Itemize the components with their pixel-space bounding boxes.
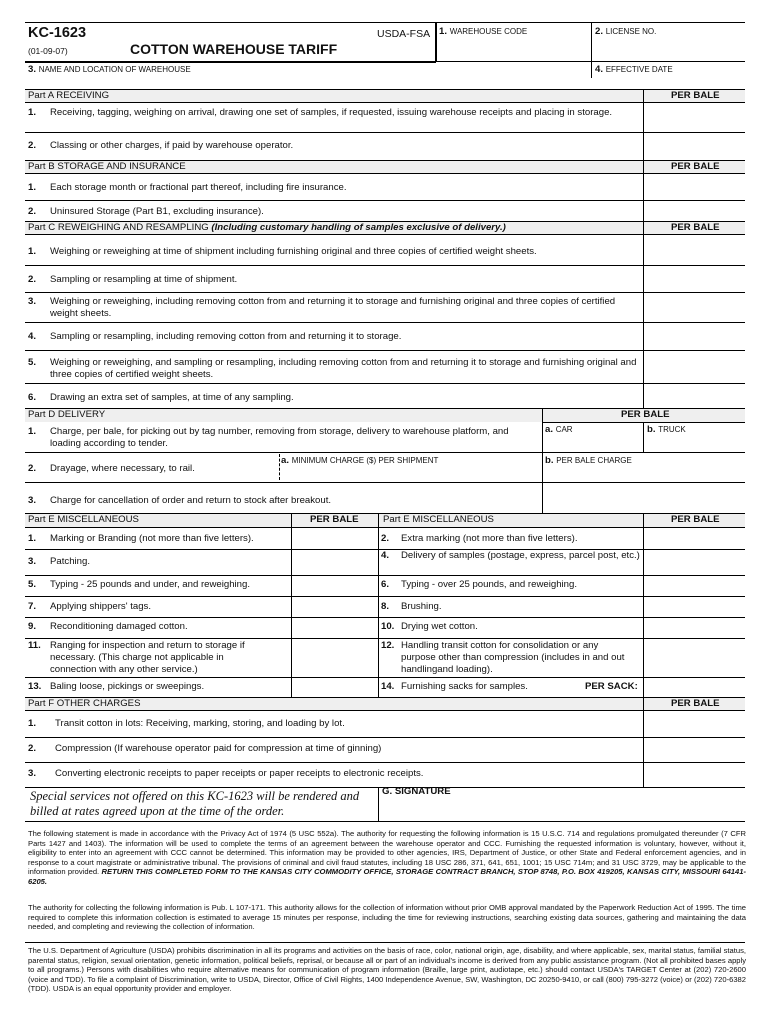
paperwork-reduction-statement: The authority for collecting the following information is Pub. L 107-171. This authority allows for the collection of information without prior OMB approval mandated by the Paperwork Reduction Act of 1995. The time required to complete this information collection is estimated to average 15 minutes per response, including the time for reviewing instructions, searching existing data sources, gathering and maintaining the data needed, and completing and reviewing the collection of information. [28,903,746,931]
warehouse-code-label: WAREHOUSE CODE [449,27,528,36]
part-e-5-rate-input[interactable] [295,577,375,593]
part-e-item-2: Extra marking (not more than five letters). [401,533,578,544]
part-c-1-rate-input[interactable] [647,240,743,262]
per-sack-label: PER SACK: [585,681,638,692]
part-d-per-bale-charge-input[interactable] [555,467,741,481]
signature-label: SIGNATURE [394,786,451,797]
part-a-header [25,89,745,103]
part-a-title: Part A RECEIVING [28,90,110,101]
part-c-item-3: Weighing or reweighing, including removing cotton from and returning it to storage and furnishing original and three copies of certified weight sheets. [50,296,616,319]
part-e-item-10: Drying wet cotton. [401,621,478,632]
special-services-note: Special services not offered on this KC-1623 will be rendered and billed at rates agreed upon at the time of the order. [30,789,360,818]
part-e-item-7: Applying shippers' tags. [50,601,152,612]
part-e-item-6: Typing - over 25 pounds, and reweighing. [401,579,577,590]
truck-label: TRUCK [658,425,686,434]
part-c-5-rate-input[interactable] [647,355,743,379]
part-e-title-right: Part E MISCELLANEOUS [383,514,494,525]
part-e-item-5: Typing - 25 pounds and under, and reweighing. [50,579,251,590]
part-b-item-1: Each storage month or fractional part thereof, including fire insurance. [50,182,347,193]
part-b-title: Part B STORAGE AND INSURANCE [28,161,186,172]
part-e-11-rate-input[interactable] [295,642,375,672]
part-e-10-rate-input[interactable] [647,620,743,636]
minimum-charge-label: MINIMUM CHARGE ($) PER SHIPMENT [291,456,439,465]
part-c-item-1: Weighing or reweighing at time of shipment including furnishing original and three copies of certified weight sheets. [50,246,537,257]
part-d-car-input[interactable] [555,436,639,450]
part-d-item-1: Charge, per bale, for picking out by tag number, removing from storage, delivery to warehouse platform, and loading according to tender. [50,426,509,449]
part-b-2-rate-input[interactable] [647,203,743,219]
part-d-truck-input[interactable] [657,436,741,450]
part-e-title-left: Part E MISCELLANEOUS [28,514,139,525]
part-f-item-3: Converting electronic receipts to paper receipts or paper receipts to electronic receipts. [55,768,424,779]
license-no-label: LICENSE NO. [605,27,657,36]
per-bale-charge-label: PER BALE CHARGE [556,456,632,465]
part-e-9-rate-input[interactable] [295,620,375,636]
privacy-act-statement: The following statement is made in accordance with the Privacy Act of 1974 (5 USC 552a). The authority for requesting the following information is 15 U.S.C. 714 and regulations promulgated thereunder (7 CFR Parts 1427 and 1403). The information will be used to complete the terms of an agreement between the warehouse operator and CCC. Furnishing the requested information is voluntary, however, without it, eligibility to enter into an agreement with CCC cannot be determined. This information may be provided to other agencies, IRS, Department of Justice, or other State and Federal enforcement agencies, and in response to a court magistrate or administrative tribunal. The provisions of criminal and civil fraud statutes, including 18 USC 286, 371, 641, 651, 1001; 15 USC 714m; and 31 USC 3729, may be applicable to the information provided. RETURN THIS COMPLETED FORM TO THE KANSAS CITY COMMODITY OFFICE, STORAGE CONTRACT BRANCH, STOP 8748, P.O. BOX 419205, KANSAS CITY, MISSOURI 64141-6205. [28,829,746,886]
part-d-title: Part D DELIVERY [28,409,106,420]
part-e-item-14: Furnishing sacks for samples. [401,681,528,692]
part-e-6-rate-input[interactable] [647,577,743,593]
cotton-warehouse-tariff-form: KC-1623 (01-09-07) USDA-FSA COTTON WAREHOUSE TARIFF 1. WAREHOUSE CODE 2. LICENSE NO. 3. NAME AND LOCATION OF WAREHOUSE 4. EFFECTIVE DATE Part A RECEIVING PER BALE 1. Receiving, tagging, weighing on arrival, drawing one set of samples, if requested, issuing warehouse receipts and placing in storage. 2. Classing or other charges, if paid by warehouse operator. Part B STORAGE AND INSURANCE PER BALE 1. Each storage month or fractional part thereof, including fire insurance. 2. Uninsured Storage (Part B1, excluding insurance). Part C REWEIGHING AND RESAMPLING (Including customary handling of samples exclusive of delivery.) PER BALE 1. Weighing or reweighing at time of shipment including furnishing original and three copies of certified weight sheets. 2. Sampling or resampling at time of shipment. 3. Weighing or reweighing, including removing cotton from and returning it to storage and furnishing original and three copies of certified weight sheets. 4. Sampling or resampling, including removing cotton from and returning it to storage. 5. Weighing or reweighing, and sampling or resampling, including removing cotton from and returning it to storage and furnishing original and three copies of certified weight sheets. 6. Drawing an extra set of samples, at time of any sampling. Part D DELIVERY PER BALE 1. Charge, per bale, for picking out by tag number, removing from storage, delivery to warehouse platform, and loading according to tender. a. CAR b. TRUCK 2. Drayage, where necessary, to rail. a. MINIMUM CHARGE ($) PER SHIPMENT b. PER BALE CHARGE 3. Charge for cancellation of order and return to stock after breakout. Part E MISCELLANEOUS PER BALE Part E MISCELLANEOUS PER BALE 1. Marking or Branding (not more than five letters). 2. Extra marking (not more than five letters). 3. Patching. 4. Delivery of samples (postage, express, parcel post, etc.) 5. Typing - 25 pounds and under, and reweighing. 6. Typing - over 25 pounds, and reweighing. 7. Applying shippers' tags. 8. Brushing. 9. Reconditioning damaged cotton. 10. Drying wet cotton. 11. Ranging for inspection and return to storage if necessary. (This charge not applicable in connection with any other service.) 12. Handling transit cotton for consolidation or any purpose other than compression (includes in and out handlingand loading). 13. Baling loose, pickings or sweepings. 14. Furnishing sacks for samples. PER SACK: Part F OTHER CHARGES PER BALE 1. Transit cotton in lots: Receiving, marking, storing, and loading by lot. 2. Compression (If warehouse operator paid for compression at time of ginning) 3. Converting electronic receipts to paper receipts or paper receipts to electronic receipts. Special services not offered on this KC-1623 will be rendered and billed at rates agreed upon at the time of the order. G. SIGNATURE The following statement is made in accordance with the Privacy Act of 1974 (5 USC 552a). The authority for requesting the following information is 15 U.S.C. 714 and regulations promulgated thereunder (7 CFR Parts 1427 and 1403). The information will be used to complete the terms of an agreement between the warehouse operator and CCC. Furnishing the requested information is voluntary, however, without it, eligibility to enter into an agreement with CCC cannot be determined. This information may be provided to other agencies, IRS, Department of Justice, or other State and Federal enforcement agencies, and in response to a court magistrate or administrative tribunal. The provisions of criminal and civil fraud statutes, including 18 USC 286, 371, 641, 651, 1001; 15 USC 714m; and 31 USC 3729, may be applicable to the information provided. RETURN THIS COMPLETED FORM TO THE KANSAS CITY COMMODITY OFFICE, STORAGE CONTRACT BRANCH, STOP 8748, P.O. BOX 419205, KANSAS CITY, MISSOURI 64141-6205. The authority for collecting the following information is Pub. L 107-171. This authority allows for the collection of information without prior OMB approval mandated by the Paperwork Reduction Act of 1995. The time required to complete this information collection is estimated to average 15 minutes per response, including the time for reviewing instructions, searching existing data sources, gathering and maintaining the data needed, and completing and reviewing the collection of information. The U.S. Department of Agriculture (USDA) prohibits discrimination in all its programs and activities on the basis of race, color, national origin, age, disability, and where applicable, sex, marital status, familial status, parental status, religion, sexual orientation, genetic information, political beliefs, reprisal, or because all or part of an individual's income is derived from any public assistance program. (Not all prohibited bases apply to all programs.) Persons with disabilities who require alternative means for communication of program information (Braille, large print, audiotape, etc.) should contact USDA's TARGET Center at (202) 720-2600 (voice and TDD). To file a complaint of Discrimination, write to USDA, Director, Office of Civil Rights, 1400 Independence Avenue, SW, Washington, DC 20250-9410, or call (800) 795-3272 (voice) or (202) 720-6382 (TDD). USDA is an equal opportunity provider and employer. [25,22,745,1024]
part-c-item-2: Sampling or resampling at time of shipment. [50,274,238,285]
part-e-4-rate-input[interactable] [647,552,743,572]
part-e-7-rate-input[interactable] [295,599,375,615]
part-e-2-rate-input[interactable] [647,530,743,548]
part-a-1-rate-input[interactable] [647,106,743,130]
agency-label: USDA-FSA [377,28,431,40]
part-c-3-rate-input[interactable] [647,295,743,319]
part-f-2-rate-input[interactable] [647,740,743,760]
part-c-6-rate-input[interactable] [647,387,743,407]
part-c-item-4: Sampling or resampling, including removing cotton from and returning it to storage. [50,331,402,342]
form-date: (01-09-07) [28,46,68,56]
part-e-item-3: Patching. [50,556,91,567]
part-c-4-rate-input[interactable] [647,326,743,346]
license-no-input[interactable] [595,40,743,58]
part-b-item-2: Uninsured Storage (Part B1, excluding insurance). [50,206,264,217]
part-f-3-rate-input[interactable] [647,765,743,785]
part-e-item-12: Handling transit cotton for consolidation or any purpose other than compression (includes in and out handlingand loading). [401,640,625,675]
part-f-item-2: Compression (If warehouse operator paid for compression at time of ginning) [55,743,382,754]
warehouse-name-input[interactable] [125,76,585,90]
part-d-item-2: Drayage, where necessary, to rail. [50,463,195,474]
part-e-item-13: Baling loose, pickings or sweepings. [50,681,205,692]
part-a-2-rate-input[interactable] [647,136,743,156]
warehouse-code-input[interactable] [439,40,587,58]
per-bale-label: PER BALE [671,90,720,101]
part-e-item-11: Ranging for inspection and return to storage if necessary. (This charge not applicable in connection with any other service.) [50,640,245,675]
part-f-1-rate-input[interactable] [647,714,743,734]
part-b-1-rate-input[interactable] [647,178,743,198]
part-a-item-1: Receiving, tagging, weighing on arrival, drawing one set of samples, if requested, issuing warehouse receipts and placing in storage. [50,107,613,118]
part-a-item-2: Classing or other charges, if paid by warehouse operator. [50,140,294,151]
part-e-item-1: Marking or Branding (not more than five letters). [50,533,254,544]
part-e-14-rate-input[interactable] [647,679,743,695]
part-d-3-rate-input[interactable] [547,488,741,508]
part-c-2-rate-input[interactable] [647,269,743,289]
part-c-item-5: Weighing or reweighing, and sampling or resampling, including removing cotton from and returning it to storage and furnishing original and three copies of certified weight sheets. [50,357,637,380]
part-c-item-6: Drawing an extra set of samples, at time of any sampling. [50,392,294,403]
part-d-item-3: Charge for cancellation of order and return to stock after breakout. [50,495,332,506]
warehouse-name-label: NAME AND LOCATION OF WAREHOUSE [38,65,191,74]
car-label: CAR [555,425,573,434]
part-e-item-8: Brushing. [401,601,442,612]
form-number: KC-1623 [28,25,87,41]
part-e-13-rate-input[interactable] [295,679,375,695]
part-c-title: Part C REWEIGHING AND RESAMPLING (Including customary handling of samples exclusive of delivery.) [28,222,506,233]
part-e-12-rate-input[interactable] [647,642,743,672]
page-title: COTTON WAREHOUSE TARIFF [130,41,338,57]
part-e-3-rate-input[interactable] [295,552,375,572]
part-e-item-9: Reconditioning damaged cotton. [50,621,188,632]
nondiscrimination-statement: The U.S. Department of Agriculture (USDA) prohibits discrimination in all its programs and activities on the basis of race, color, national origin, age, disability, and where applicable, sex, marital status, familial status, parental status, religion, sexual orientation, genetic information, political beliefs, reprisal, or because all or part of an individual's income is derived from any public assistance program. (Not all prohibited bases apply to all programs.) Persons with disabilities who require alternative means for communication of program information (Braille, large print, audiotape, etc.) should contact USDA's TARGET Center at (202) 720-2600 (voice and TDD). To file a complaint of Discrimination, write to USDA, Director, Office of Civil Rights, 1400 Independence Avenue, SW, Washington, DC 20250-9410, or call (800) 795-3272 (voice) or (202) 720-6382 (TDD). USDA is an equal opportunity provider and employer. [28,946,746,993]
part-f-title: Part F OTHER CHARGES [28,698,141,709]
part-e-item-4: Delivery of samples (postage, express, parcel post, etc.) [401,550,640,561]
effective-date-label: EFFECTIVE DATE [605,65,673,74]
signature-input[interactable] [385,800,741,818]
part-d-minimum-charge-input[interactable] [289,467,537,481]
part-e-1-rate-input[interactable] [295,530,375,548]
part-e-8-rate-input[interactable] [647,599,743,615]
part-f-item-1: Transit cotton in lots: Receiving, marking, storing, and loading by lot. [55,718,345,729]
